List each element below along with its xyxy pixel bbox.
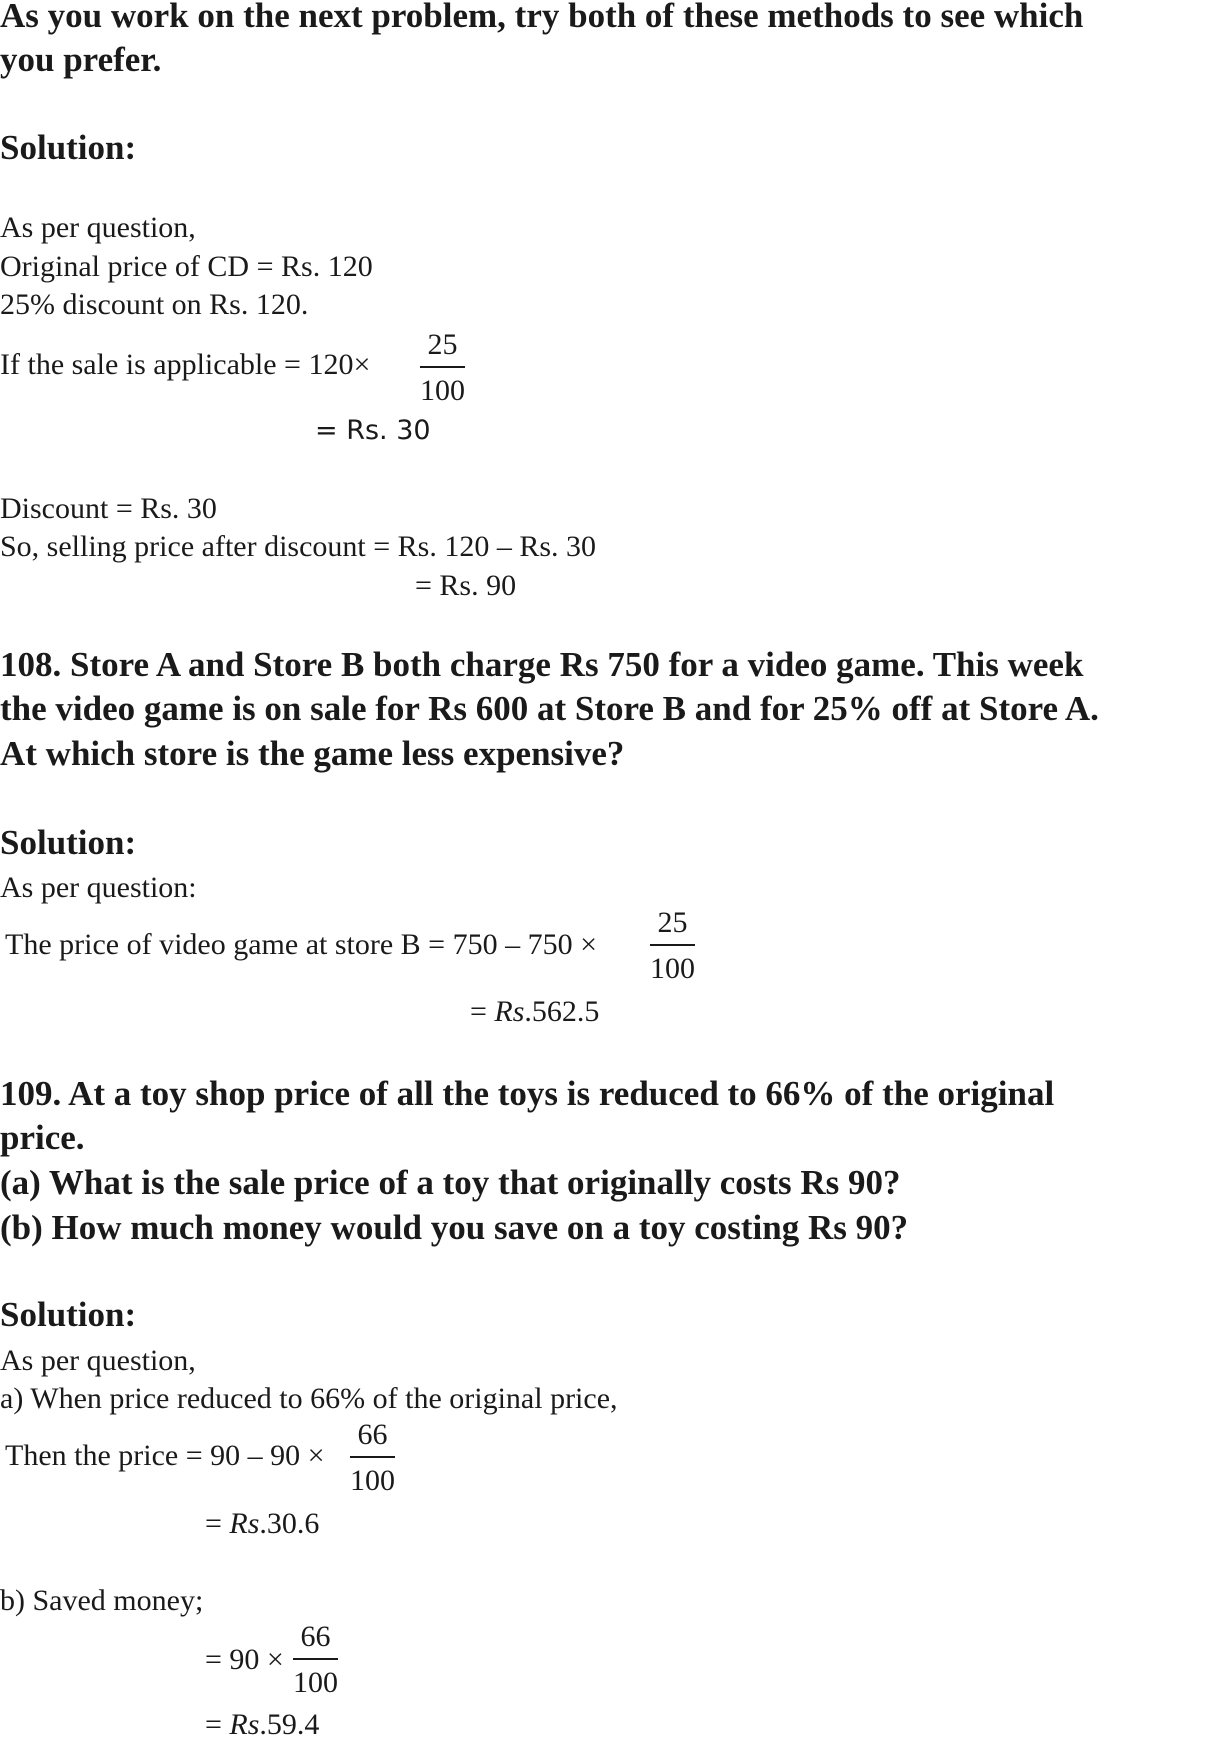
solution-line: 25% discount on Rs. 120. xyxy=(0,288,309,321)
fraction-numerator: 66 xyxy=(300,1620,331,1653)
fraction-denominator: 100 xyxy=(293,1666,338,1699)
intro-line-2: you prefer. xyxy=(0,40,162,79)
equation-result xyxy=(470,993,599,1031)
solution-line: Discount = Rs. 30 xyxy=(0,492,217,525)
solution-line: As per question: xyxy=(0,871,197,904)
solution-line: = Rs. 90 xyxy=(415,569,517,602)
fraction xyxy=(420,328,465,408)
solution-line: As per question, xyxy=(0,1344,196,1377)
solution-heading: Solution: xyxy=(0,1295,137,1334)
equals-sign: = xyxy=(470,995,495,1028)
question-line: the video game is on sale for Rs 600 at Store B and for 25% off at Store A. xyxy=(0,689,1099,728)
question-line: 108. Store A and Store B both charge Rs 750 for a video game. This week xyxy=(0,645,1084,684)
equation-lhs: Then the price = 90 – 90 × xyxy=(5,1439,325,1472)
fraction xyxy=(650,906,695,986)
solution-line: So, selling price after discount = Rs. 120 – Rs. 30 xyxy=(0,530,597,563)
currency-symbol: Rs xyxy=(229,1507,260,1540)
result-value: .562.5 xyxy=(524,995,600,1028)
result-value: .30.6 xyxy=(259,1507,320,1540)
equation-lhs: If the sale is applicable = 120× xyxy=(0,348,371,381)
fraction-numerator: 66 xyxy=(357,1418,388,1451)
question-line: 109. At a toy shop price of all the toys is reduced to 66% of the original xyxy=(0,1074,1055,1113)
equals-sign: = xyxy=(205,1507,230,1540)
fraction-denominator: 100 xyxy=(350,1464,395,1497)
solution-heading: Solution: xyxy=(0,128,137,167)
equation-result: = Rs. 30 xyxy=(315,415,431,446)
question-line: price. xyxy=(0,1118,85,1157)
equals-sign: = xyxy=(205,1708,230,1741)
intro-line-1: As you work on the next problem, try both of these methods to see which xyxy=(0,0,1084,35)
solution-heading: Solution: xyxy=(0,823,137,862)
question-line: (a) What is the sale price of a toy that originally costs Rs 90? xyxy=(0,1163,901,1202)
solution-line: b) Saved money; xyxy=(0,1584,204,1617)
currency-symbol: Rs xyxy=(494,995,525,1028)
equation-result xyxy=(205,1706,319,1744)
solution-line: As per question, xyxy=(0,211,196,244)
fraction-denominator: 100 xyxy=(650,952,695,985)
fraction-numerator: 25 xyxy=(427,328,458,361)
equation-result xyxy=(205,1505,319,1543)
fraction xyxy=(293,1620,338,1700)
result-value: .59.4 xyxy=(259,1708,320,1741)
currency-symbol: Rs xyxy=(229,1708,260,1741)
solution-line: Original price of CD = Rs. 120 xyxy=(0,250,373,283)
fraction xyxy=(350,1418,395,1498)
equation-lhs: The price of video game at store B = 750 – 750 × xyxy=(5,928,598,961)
fraction-denominator: 100 xyxy=(420,374,465,407)
solution-line: a) When price reduced to 66% of the original price, xyxy=(0,1382,618,1415)
equation-lhs: = 90 × xyxy=(205,1643,284,1676)
fraction-numerator: 25 xyxy=(657,906,688,939)
question-line: At which store is the game less expensive? xyxy=(0,734,625,773)
question-line: (b) How much money would you save on a toy costing Rs 90? xyxy=(0,1208,909,1247)
